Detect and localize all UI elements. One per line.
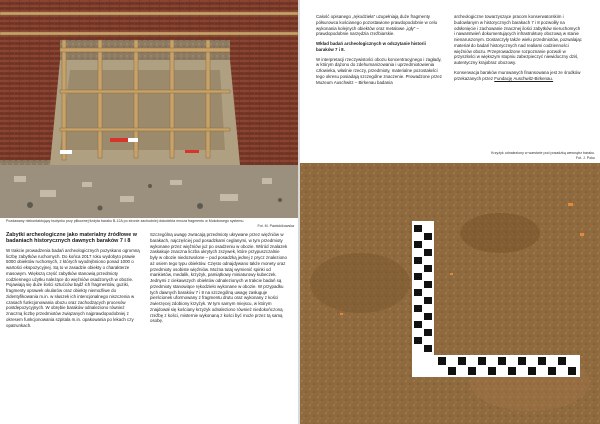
left-page (0, 0, 298, 424)
caption-text: Krzyżyk odnaleziony w warstwie pod posadzką wewnątrz baraku. (491, 151, 595, 155)
paragraph: Szczególną uwagę zwracają przedmioty ukrywane przez więźniów w barakach, najczęściej pod posadzkami ceglanymi, w tym przedmioty wykonane przez więźniów już po osadzeniu w obozie. Wśród znalazek zaskakuje znaczna liczba ukrytych zszywek, które przypuszczalnie były w obozie niedozwolone – pod posadzką jednej z prycz znaleziono aż osiem tego typu obiektów. Często odnajdywano także monety oraz przedmioty osobiste więźniów. Można tutaj wymienić spinki od mankietów, medalik, krzyżyk, pamiątkowy miniaturowy kubeczek. Jednymi z ciekawszych obiektów odnalezionych w trakcie badań są przedmioty stanowiące rękodzieło wykonane w obozie. W przypadku tych dawnych baraków 7 i 8 na szczególną uwagę zasługuje pierścionek uformowany z fragmentu drutu oraz wykonany z kości zwierzęcej zdobiony krzyżyk. W tym samym miejscu, w którym znajdował się kościany krzyżyk odnaleziono również niedokończoną rzeźbę z kości, misternie wykonaną z kości być może przez tą samą osobę. (150, 232, 288, 324)
funding-text: Konserwacja baraków murowanych finansowana jest ze środków przekazanych przez (454, 69, 581, 81)
paragraph: W interpretacji rzeczywistości obozu koncentracyjnego i zagłady, w którym dążono do zdehumanizowania i uprzedmiotowienia człowieka, właśnie rzeczy, przedmioty, materialne pozostałości tego okresu posiadają szczególne znaczenie. Prowadzone przez Muzeum Auschwitz – Birkenau badania (316, 56, 442, 85)
paragraph: Całość opisanego „rękodzieła” uzupełniają duże fragmenty półsurowca kościanego pozostawione prawdopodobnie w celu wykonania kolejnych obiektów oraz metalowe „igły” – prawdopodobnie narzędzia rzeźbiarskie. (316, 14, 438, 37)
cross-find-photo (300, 163, 600, 424)
paragraph: W trakcie prowadzenia badań archeologicznych pozyskano ogromną liczbę zabytków ruchomych. Do końca 2017 roku wydobyto prawie 5000 obiektów ruchomych, z których wyodrębniono ponad 1000 o wartości ekspozycyjnej. Są to w zasadzie obiekty o charakterze masowym. Większą część zabytków stanowią przedmioty codziennego użytku należące do więźniów osadzonych w obozie. Pojawiają się duże ilości sztućców bądź ich fragmentów, guziki, fragmenty oprawek okularów oraz obiekty niemożliwe do zidentyfikowania m.in. w słuszek ich intencjonalnego niszczenia w czasach funkcjonowania obozu oraz zachodzących procesów postdepozycyjnych. W obrębie baraków odnaleziono również znaczną liczbę przedmiotów związanych najprawdopodobniej z okresem funkcjonowania szpitala m.in. opakowania po lekach czy opatrunkach. (6, 247, 140, 328)
right-page (300, 0, 600, 424)
left-column-1 (6, 232, 142, 332)
excavation-photo (0, 0, 298, 218)
section-heading: Zabytki archeologiczne jako materialny źródłowe w badaniach historycznych dawnych baraków 7 i 8 (6, 232, 137, 245)
foundation-link[interactable]: Fundację Auschwitz-Birkenau. (494, 75, 554, 81)
right-column-2 (454, 14, 582, 85)
cross-photo-caption (450, 151, 595, 161)
paragraph: archeologiczne towarzyszące pracom konserwatorskim i budowlanym w historycznych barakach 7 i 8 pozwoliły na odsłonięcie i zachowanie znacznej ilości zabytków nieruchomych i nawarstwień dokumentujących infrastrukturę obozową w stanie nienaruszonym. Dostarczyły także wielu przedmiotów, pozwalając materiał do badań historycznych nad realiami codzienności więźniów obozu. Przeprowadzone rozpoznanie pozwoli w przyszłości w większym stopniu zabezpieczyć niewidoczny dziś, autentyczny krajobraz obozowy. (454, 14, 582, 65)
section-heading: Wkład badań archeologicznych w odczytanie historii baraków 7 i 8. (316, 41, 426, 52)
caption-text: Pozdawany niekontaktujący budynku przy plikownej fizdyta baraku B-12A po stronie zachodniej dokodekta mnoza fragmentu w Mokołowego systemu. (6, 219, 245, 223)
right-column-1 (316, 14, 444, 89)
excavation-photo-caption (6, 219, 294, 229)
left-column-2 (150, 232, 288, 328)
photo-credit: Fot. M. Pawlokikowska (257, 224, 294, 228)
funding-paragraph (454, 70, 582, 82)
photo-credit: Fot. J. Poku (575, 156, 595, 160)
